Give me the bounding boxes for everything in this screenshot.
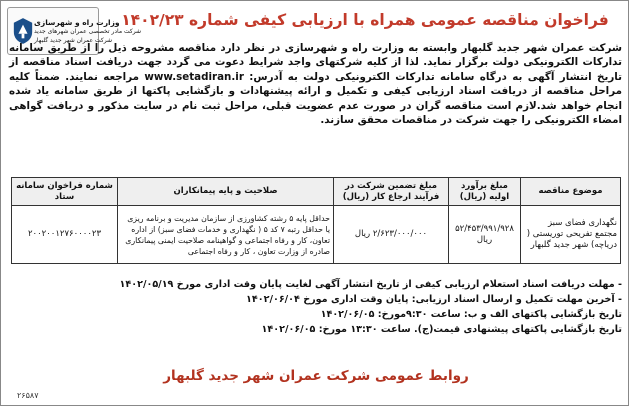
date-line-submission-deadline: - آخرین مهلت تکمیل و ارسال اسناد ارزیابی: پایان وقت اداری مورخ ۱۴۰۲/۰۶/۰۴: [246, 294, 622, 305]
setad-website-link[interactable]: www.setadiran.ir: [144, 70, 244, 83]
cell-subject: نگهداری فضای سبز مجتمع تفریحی توریستی ( دریاچه) شهر جدید گلبهار: [521, 206, 621, 264]
intro-text-before: شرکت عمران شهر جدید گلبهار وابسته به وزارت راه و شهرسازی در نظر دارد مناقصه مشروحه ذیل را از طریق سامانه تدارکات الکترونیکی دولت برگزار نماید. لذا از کلیه شرکتهای واجد شرایط دعوت می گردد جهت دریافت اسناد مناقصه از تاریخ انتشار آگهی به درگاه سامانه تدارکات الکترونیکی دولت به آدرس:: [9, 42, 622, 83]
cell-number: ۲۰۰۲۰۰۱۲۷۶۰۰۰۰۲۳: [12, 206, 118, 264]
header-number: شماره فراخوان سامانه ستاد: [12, 178, 118, 206]
tender-table: [11, 177, 621, 264]
logo-line-1: وزارت راه و شهرسازی: [34, 17, 120, 27]
intro-paragraph: [9, 41, 622, 173]
notice-title: فراخوان مناقصه عمومی همراه با ارزیابی کیفی شماره ۱۴۰۲/۲۳: [121, 11, 609, 29]
cell-estimate: ۵۲/۴۵۳/۹۹۱/۹۲۸ ریال: [449, 206, 521, 264]
date-line-document-deadline: - مهلت دریافت اسناد استعلام ارزیابی کیفی از تاریخ انتشار آگهی لغایت پایان وقت اداری مورخ ۱۴۰۲/۰۵/۱۹: [119, 279, 622, 290]
table-row: [12, 206, 621, 264]
public-relations-footer: روابط عمومی شرکت عمران شهر جدید گلبهار: [163, 368, 469, 384]
date-line-opening-ab: تاریخ بازگشایی پاکتهای الف و ب: ساعت ۹:۳۰مورخ: ۱۴۰۲/۰۶/۰۵: [320, 309, 622, 320]
header-subject: موضوع مناقصه: [521, 178, 621, 206]
header-estimate: مبلغ برآورد اولیه (ریال): [449, 178, 521, 206]
date-line-opening-c: تاریخ بازگشایی پاکتهای پیشنهادی قیمت(ج). ساعت ۱۳:۳۰ مورخ: ۱۴۰۲/۰۶/۰۵: [261, 324, 622, 335]
notice-code: ۲۶۵۸۷: [17, 391, 39, 400]
cell-guarantee: ۲/۶۲۳/۰۰۰/۰۰۰ ریال: [334, 206, 449, 264]
dates-section: [9, 277, 622, 369]
logo-line-2: شرکت مادر تخصصی عمران شهرهای جدید: [34, 27, 142, 35]
header-qualification: صلاحیت و پایه پیمانکاران: [118, 178, 334, 206]
logo-line-3: شرکت عمران شهر جدید گلبهار: [34, 36, 113, 44]
intro-text-after: مراجعه نمایند. ضمناً کلیه مراحل مناقصه از دریافت اسناد ارزیابی کیفی و تکمیل و ارائه پیشنهادات و بازگشایی پاکتها از طریق سامانه یاد شده انجام خواهد شد.لازم است مناقصه گران در صورت عدم عضویت قبلی، مراحل ثبت نام در سایت مذکور و دریافت گواهی امضاء الکترونیکی را جهت شرکت در مناقصات محقق سازند.: [9, 70, 622, 127]
header-guarantee: مبلغ تضمین شرکت در فرآیند ارجاع کار (ریال): [334, 178, 449, 206]
table-header-row: [12, 178, 621, 206]
cell-qualification: حداقل پایه ۵ رشته کشاورزی از سازمان مدیریت و برنامه ریزی یا حداقل رتبه ۷ کد ۵ ( نگهداری و خدمات فضای سبز) از اداره تعاون، کار و رفاه اجتماعی و گواهینامه صلاحیت ایمنی پیمانکاری صادره از وزارت تعاون ، کار و رفاه اجتماعی: [118, 206, 334, 264]
